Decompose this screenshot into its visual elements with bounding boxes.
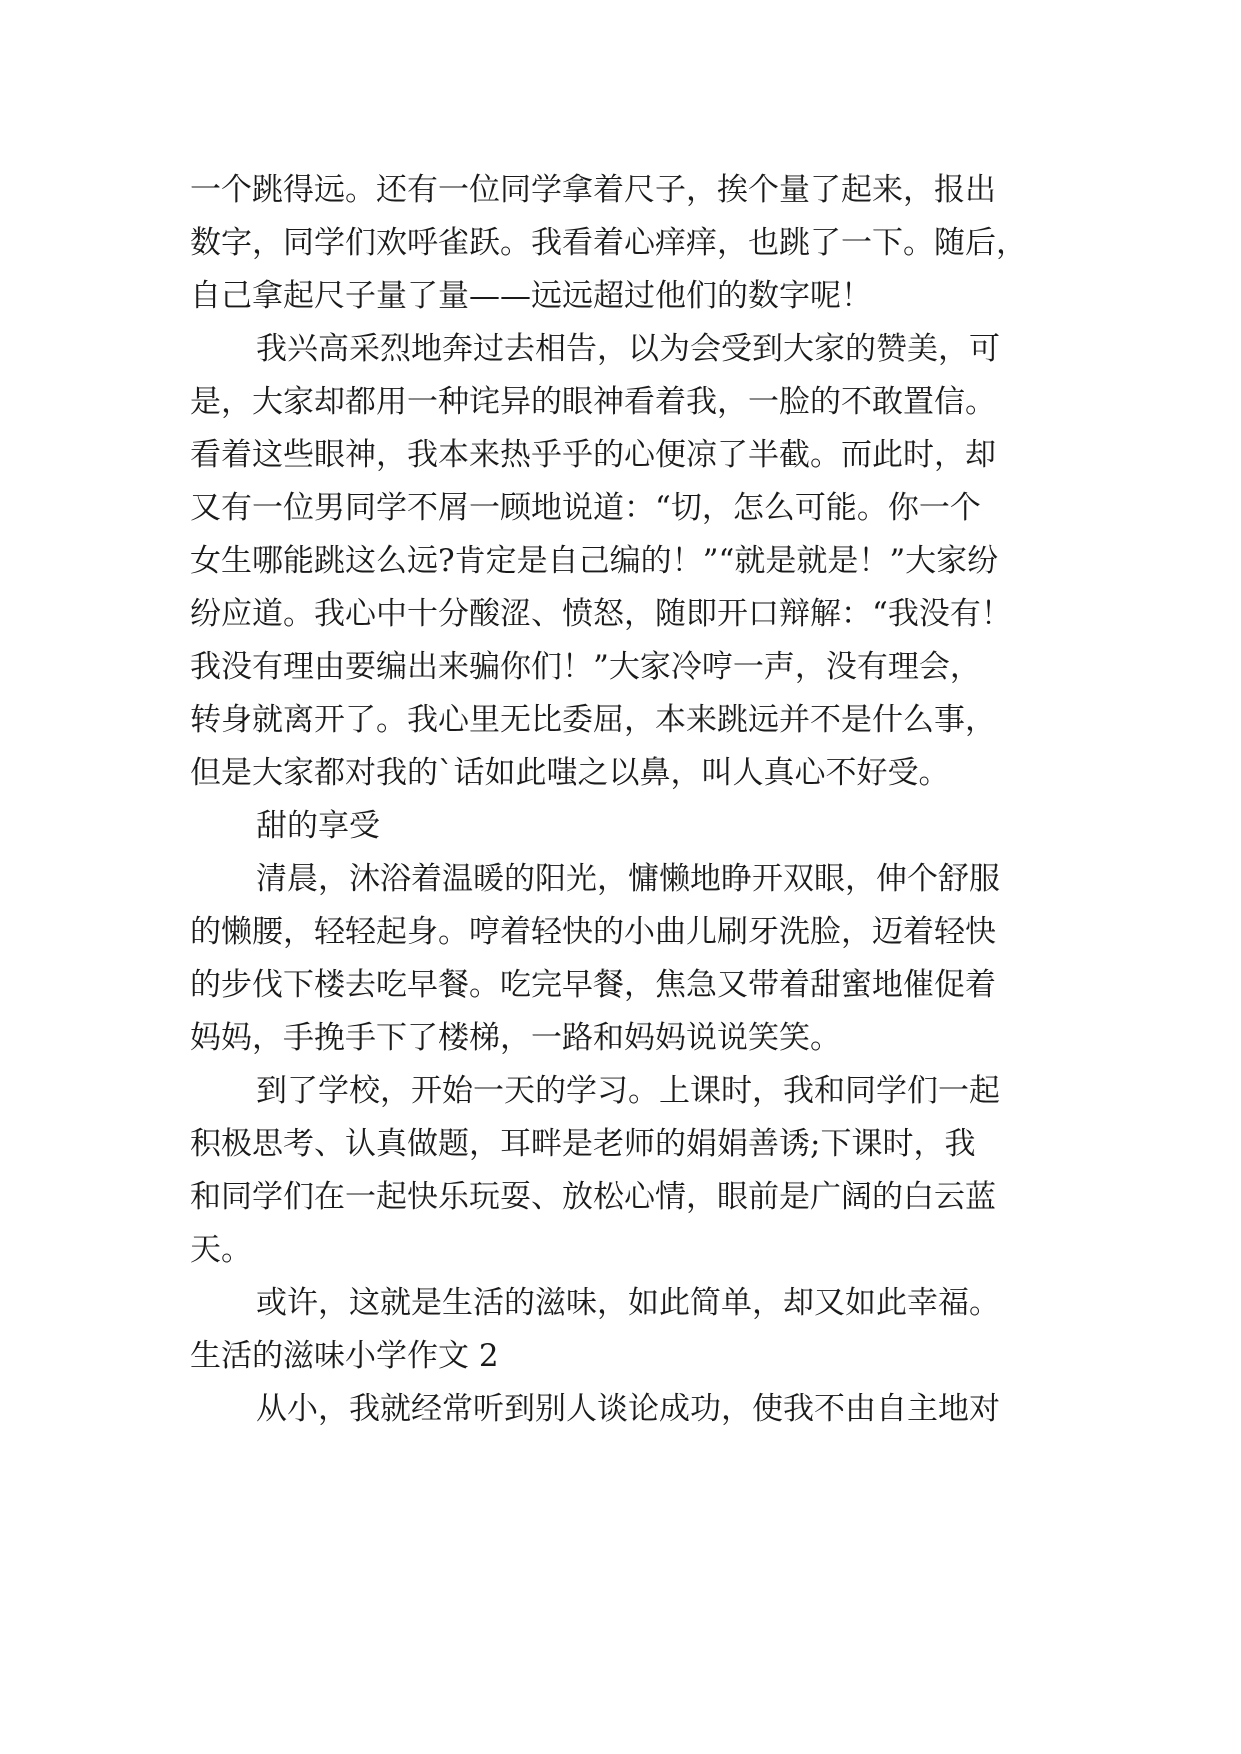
text-line: 妈妈，手挽手下了楼梯，一路和妈妈说说笑笑。: [190, 1020, 841, 1056]
text-line: 我没有理由要编出来骗你们！”大家冷哼一声，没有理会，: [190, 649, 981, 685]
section-subheading: 甜的享受: [256, 808, 380, 844]
text-line: 但是大家都对我的`话如此嗤之以鼻，叫人真心不好受。: [190, 755, 950, 791]
text-line: 天。: [190, 1232, 252, 1268]
text-line: 的步伐下楼去吃早餐。吃完早餐，焦急又带着甜蜜地催促着: [190, 967, 996, 1003]
text-line: 数字，同学们欢呼雀跃。我看着心痒痒，也跳了一下。随后，: [190, 225, 1027, 261]
text-line: 女生哪能跳这么远?肯定是自己编的！”“就是就是！”大家纷: [190, 543, 999, 579]
text-line: 积极思考、认真做题，耳畔是老师的娟娟善诱;下课时，我: [190, 1126, 976, 1162]
paragraph-start-line: 从小，我就经常听到别人谈论成功，使我不由自主地对: [256, 1391, 1000, 1427]
text-line: 是，大家却都用一种诧异的眼神看着我，一脸的不敢置信。: [190, 384, 996, 420]
paragraph-start-line: 或许，这就是生活的滋味，如此简单，却又如此幸福。: [256, 1285, 1000, 1321]
paragraph-start-line: 清晨，沐浴着温暖的阳光，慵懒地睁开双眼，伸个舒服: [256, 861, 1000, 897]
text-line: 一个跳得远。还有一位同学拿着尺子，挨个量了起来，报出: [190, 172, 996, 208]
text-line: 的懒腰，轻轻起身。哼着轻快的小曲儿刷牙洗脸，迈着轻快: [190, 914, 996, 950]
essay-title: 生活的滋味小学作文 2: [190, 1338, 499, 1374]
text-line: 和同学们在一起快乐玩耍、放松心情，眼前是广阔的白云蓝: [190, 1179, 996, 1215]
text-line: 又有一位男同学不屑一顾地说道：“切，怎么可能。你一个: [190, 490, 981, 526]
text-line: 自己拿起尺子量了量——远远超过他们的数字呢！: [190, 278, 872, 314]
text-line: 转身就离开了。我心里无比委屈，本来跳远并不是什么事，: [190, 702, 996, 738]
text-line: 纷应道。我心中十分酸涩、愤怒，随即开口辩解：“我没有！: [190, 596, 1012, 632]
text-line: 看着这些眼神，我本来热乎乎的心便凉了半截。而此时，却: [190, 437, 996, 473]
paragraph-start-line: 到了学校，开始一天的学习。上课时，我和同学们一起: [256, 1073, 1000, 1109]
paragraph-start-line: 我兴高采烈地奔过去相告，以为会受到大家的赞美，可: [256, 331, 1000, 367]
